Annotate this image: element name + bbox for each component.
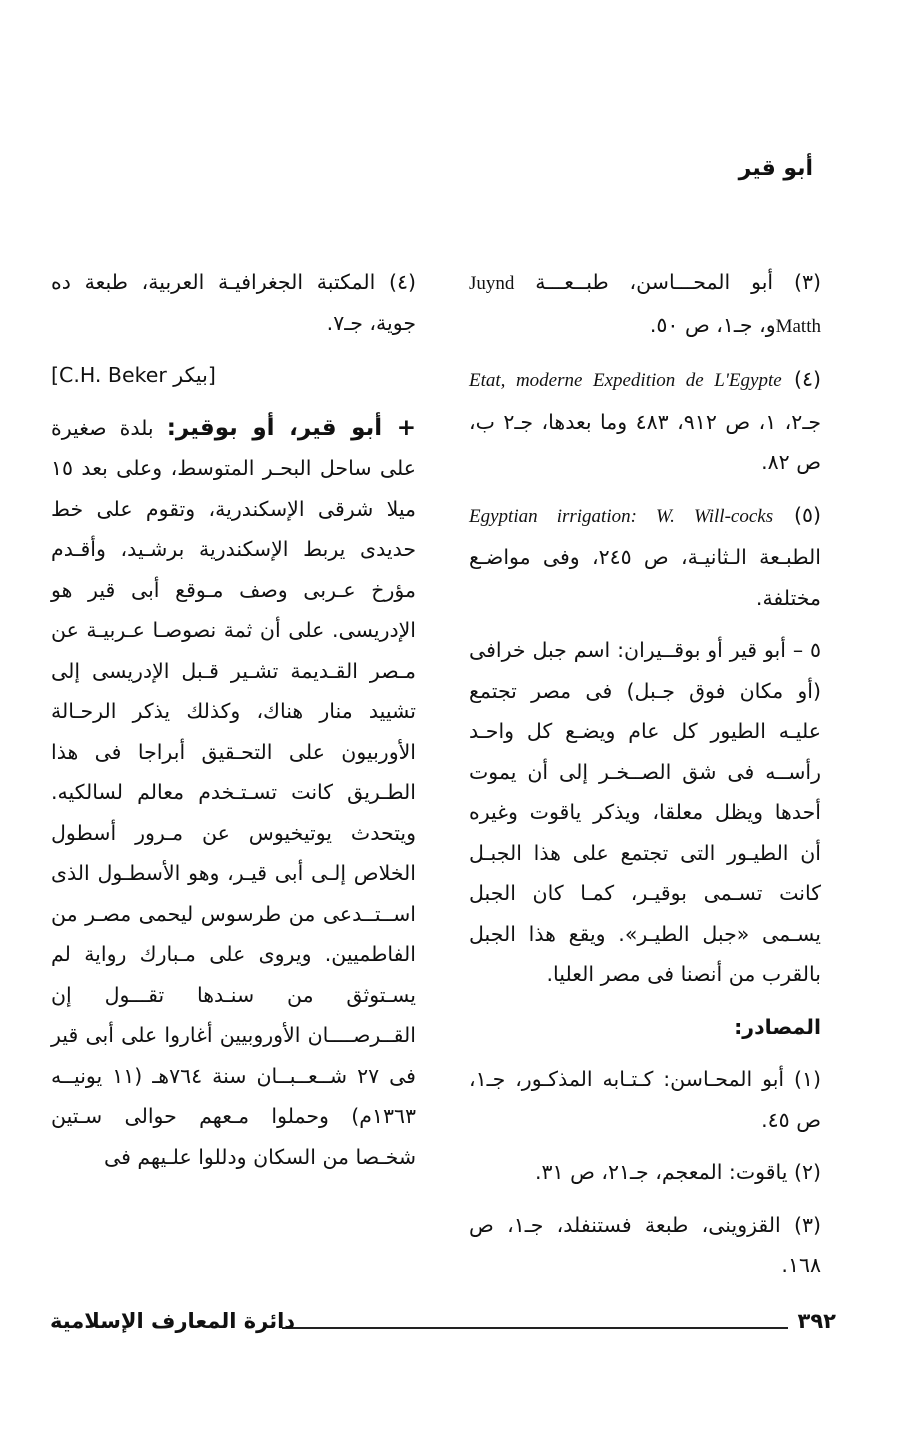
footnote-5: (٥) Egyptian irrigation: W. Will-cocks الطبـعة الـثانيـة، ص ٢٤٥، وفى مواضـع مختلفة. [469,502,821,610]
source-2: (٢) ياقوت: المعجم، جـ٢١، ص ٣١. [535,1160,821,1184]
latin-text: Egyptian irrigation: W. Will-cocks [469,505,774,527]
left-column [51,262,416,1189]
footer-rule [282,1327,788,1329]
entry-headword: + أبو قير، أو بوقير: [166,414,416,441]
page-footer [50,1309,836,1341]
latin-text: Etat, moderne Expedition de L'Egypte [469,370,782,391]
entry-abu-qir [51,408,416,1178]
footnote-4-left: (٤) المكتبة الجغرافيـة العربية، طبعة ده جوية، جـ٧. [51,270,416,335]
source-1: (١) أبو المحـاسن: كـتـابه المذكـور، جـ١، ص ٤٥. [469,1067,821,1132]
entry-body: بلدة صغيرة على ساحل البحـر المتوسط، وعلى بعد ١٥ ميلا شرقى الإسكندرية، وتقوم على خط حديدى يربط الإسكندرية برشـيد، وأقـدم مؤرخ عـربى وصف مـوقع أبى قير هو الإدريسى. على أن ثمة نصوصـا عـربيـة عن مـصر القـديمة تشـير قـبل الإدريسى إلى تشييد منار هناك، وكذلك يذكر الرحـالة الأوربيون على التحـقيق أبراجا فى هذا الطـريق كانت تسـتـخدم معالم لسالكيه. ويتحدث يوتيخيوس عن مـرور أسطول الخلاص إلـى أبى قيـر، وهو الأسطـول الذى اســتــدعى من طرسوس ليحمى مصـر من الفاطميين. ويروى على مـبارك رواية لم يسـتوثق من سنـدها تقـــول إن القــرصــــان الأوروبيين أغاروا على أبى قير فى ٢٧ شــعــبــان سنة ٧٦٤هـ (١١ يونيــه ١٣٦٣م) وحملوا مـعهم حوالى سـتين شخـصا من السكان ودللوا علـيهم فى [51,415,416,1169]
author-signature: [بيكر C.H. Beker] [51,363,216,387]
right-column [469,262,821,1298]
journal-title: دائرة المعارف الإسلامية [50,1309,296,1333]
entry-5-text: ٥ – أبو قير أو بوقــيران: اسم جبل خرافى (أو مكان فوق جـبل) فى مصر تجتمع عليـه الطيور كل عام ويضـع كل واحـد رأســه فى شق الصــخـر إلى أن يموت أحدها ويظل معلقا، ويذكر ياقوت وغيره أن الطيـور التى تجتمع على هذا الجبـل كانت تسـمى بوقيـر، كمـا كان الجبل يسـمى «جبل الطيـر». ويقع هذا الجبل بالقرب من أنصنا فى مصر العليا. [469,638,821,986]
footnote-4: (٤) Etat, moderne Expedition de L'Egypte جـ٢، ١، ص ٩١٢، ٤٨٣ وما بعدها، جـ٢ ب، ص ٨٢. [469,367,821,474]
footnote-3: (٣) أبو المحـــاسن، طبــعـــة Juynd Matthو، جـ١، ص ٥٠. [469,270,821,337]
latin-text: Juynd Matth [469,273,821,337]
running-head: أبو قير [738,156,813,181]
page-number: ٣٩٢ [797,1309,836,1333]
source-3: (٣) القزوينى، طبعة فستنفلد، جـ١، ص ١٦٨. [469,1212,822,1277]
sources-heading: المصادر: [734,1014,821,1039]
